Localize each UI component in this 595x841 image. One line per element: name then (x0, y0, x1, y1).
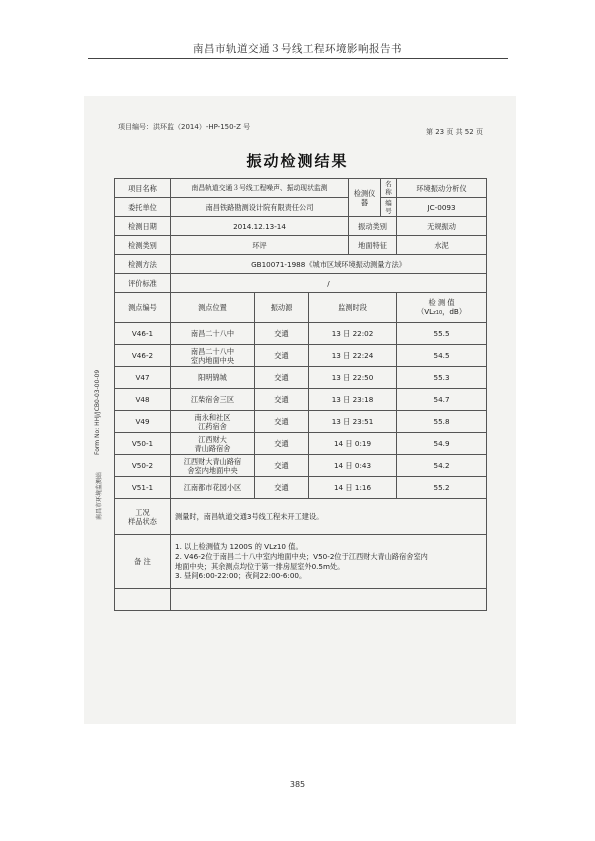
condition-row (115, 499, 487, 535)
measured-value: 54.9 (397, 433, 487, 455)
column-header: 振动源 (255, 293, 309, 323)
measured-value: 54.2 (397, 455, 487, 477)
ground-feature: 水泥 (397, 236, 487, 255)
vibration-source: 交通 (255, 367, 309, 389)
table-row (115, 455, 487, 477)
location-line: 江西财大青山路宿 (183, 456, 242, 466)
point-number: V46-2 (115, 345, 171, 367)
measured-value: 55.8 (397, 411, 487, 433)
blank-cell (115, 589, 171, 611)
project-name: 南昌轨道交通３号线工程噪声、振动现状监测 (171, 179, 349, 198)
table-row (115, 274, 487, 293)
evaluation-standard: / (171, 274, 487, 293)
table-row (115, 345, 487, 367)
cell-label: 检测类别 (115, 236, 171, 255)
point-location (171, 345, 255, 367)
vibration-source: 交通 (255, 389, 309, 411)
vibration-source: 交通 (255, 411, 309, 433)
vibration-source: 交通 (255, 477, 309, 499)
point-location (171, 433, 255, 455)
location-line: 江西财大 (198, 434, 227, 444)
project-number: 项目编号：洪环监（2014）-HP-150-Z 号 (118, 123, 251, 131)
value-header-line1: 检 测 值 (428, 298, 455, 308)
condition-text: 测量时，南昌轨道交通3号线工程未开工建设。 (171, 499, 487, 535)
table-row (115, 433, 487, 455)
remark-line: 3. 昼间6:00-22:00；夜间22:00-6:00。 (175, 571, 307, 581)
monitoring-period: 13 日 23:51 (309, 411, 397, 433)
cell-label: 地面特征 (349, 236, 397, 255)
measured-value: 55.5 (397, 323, 487, 345)
cell-label: 委托单位 (115, 198, 171, 217)
point-number: V49 (115, 411, 171, 433)
test-method: GB10071-1988《城市区域环境振动测量方法》 (171, 255, 487, 274)
monitoring-period: 14 日 0:43 (309, 455, 397, 477)
value-header-line2: （VL (417, 307, 434, 317)
remarks-text (171, 535, 487, 589)
data-rows (115, 323, 487, 499)
blank-row (115, 589, 487, 611)
table-row (115, 367, 487, 389)
location-line: 舍室内地面中央 (187, 465, 238, 475)
page-number: 385 (289, 780, 306, 789)
cell-label: 项目名称 (115, 179, 171, 198)
instrument-label: 检测仪器 (349, 179, 381, 217)
header-divider (88, 58, 508, 59)
location-line: 江药宿舍 (198, 421, 227, 431)
monitoring-period: 13 日 22:24 (309, 345, 397, 367)
location-line: 青山路宿舍 (194, 443, 231, 453)
table-row (115, 477, 487, 499)
point-location (171, 477, 255, 499)
table-row (115, 198, 487, 217)
location-line: 室内地面中央 (190, 355, 235, 365)
point-location (171, 455, 255, 477)
monitoring-period: 13 日 22:02 (309, 323, 397, 345)
condition-label (115, 499, 171, 535)
cell-label: 评价标准 (115, 274, 171, 293)
monitoring-period: 13 日 23:18 (309, 389, 397, 411)
condition-label-line1: 工况 (135, 507, 150, 517)
measured-value: 55.3 (397, 367, 487, 389)
measured-value: 54.5 (397, 345, 487, 367)
cell-label: 振动类别 (349, 217, 397, 236)
measured-value: 54.7 (397, 389, 487, 411)
remarks-row (115, 535, 487, 589)
instrument-name: 环境振动分析仪 (397, 179, 487, 198)
measured-value: 55.2 (397, 477, 487, 499)
value-header-subscript: z10 (433, 310, 443, 317)
vibration-source: 交通 (255, 433, 309, 455)
remark-line: 地面中央；其余测点均位于第一排房屋室外0.5m处。 (175, 561, 345, 571)
point-number: V50-1 (115, 433, 171, 455)
vibration-source: 交通 (255, 323, 309, 345)
table-row (115, 217, 487, 236)
point-number: V46-1 (115, 323, 171, 345)
instrument-serial: JC-0093 (397, 198, 487, 217)
test-category: 环评 (171, 236, 349, 255)
value-header-line3: ，dB） (442, 307, 467, 317)
location-line: 阳明锦城 (198, 373, 227, 382)
client-name: 南昌铁路勘测设计院有限责任公司 (171, 198, 349, 217)
point-location (171, 389, 255, 411)
test-date: 2014.12.13-14 (171, 217, 349, 236)
table-row (115, 236, 487, 255)
cell-label: 检测日期 (115, 217, 171, 236)
cell-label: 检测方法 (115, 255, 171, 274)
condition-label-line2: 样品状态 (128, 516, 157, 526)
vibration-source: 交通 (255, 455, 309, 477)
results-table (114, 178, 487, 611)
table-row (115, 179, 487, 198)
remark-line: 1. 以上检测值为 1200S 的 VLz10 值。 (175, 542, 303, 552)
remark-line: 2. V46-2位于南昌二十八中室内地面中央；V50-2位于江西财大青山路宿舍室内 (175, 551, 428, 561)
point-number: V48 (115, 389, 171, 411)
page-info: 第 23 页 共 52 页 (426, 128, 483, 136)
point-number: V51-1 (115, 477, 171, 499)
point-number: V47 (115, 367, 171, 389)
org-stamp: 南昌市环境监测站 (96, 471, 103, 520)
column-header-value (397, 293, 487, 323)
column-header: 测点编号 (115, 293, 171, 323)
monitoring-period: 13 日 22:50 (309, 367, 397, 389)
location-line: 南昌二十八中 (190, 346, 235, 356)
table-row (115, 411, 487, 433)
point-location (171, 323, 255, 345)
location-line: 江柴宿舍三区 (190, 395, 235, 404)
location-line: 江南都市花园小区 (183, 483, 242, 492)
table-row (115, 255, 487, 274)
location-line: 南永和社区 (194, 412, 231, 422)
vibration-source: 交通 (255, 345, 309, 367)
table-row (115, 323, 487, 345)
table-row (115, 389, 487, 411)
point-number: V50-2 (115, 455, 171, 477)
remarks-label: 备 注 (115, 535, 171, 589)
monitoring-period: 14 日 0:19 (309, 433, 397, 455)
cell-label: 编号 (381, 198, 397, 217)
form-number-stamp: Form No: HHJ/JCB0-03-00-09 (94, 369, 101, 455)
location-line: 南昌二十八中 (190, 329, 235, 338)
vibration-type: 无规振动 (397, 217, 487, 236)
cell-label: 名称 (381, 179, 397, 198)
document-title: 振动检测结果 (246, 152, 349, 170)
column-header: 测点位置 (171, 293, 255, 323)
table-header-row (115, 293, 487, 323)
monitoring-period: 14 日 1:16 (309, 477, 397, 499)
blank-cell (171, 589, 487, 611)
point-location (171, 411, 255, 433)
page-header: 南昌市轨道交通３号线工程环境影响报告书 (193, 43, 402, 55)
column-header: 监测时段 (309, 293, 397, 323)
point-location (171, 367, 255, 389)
